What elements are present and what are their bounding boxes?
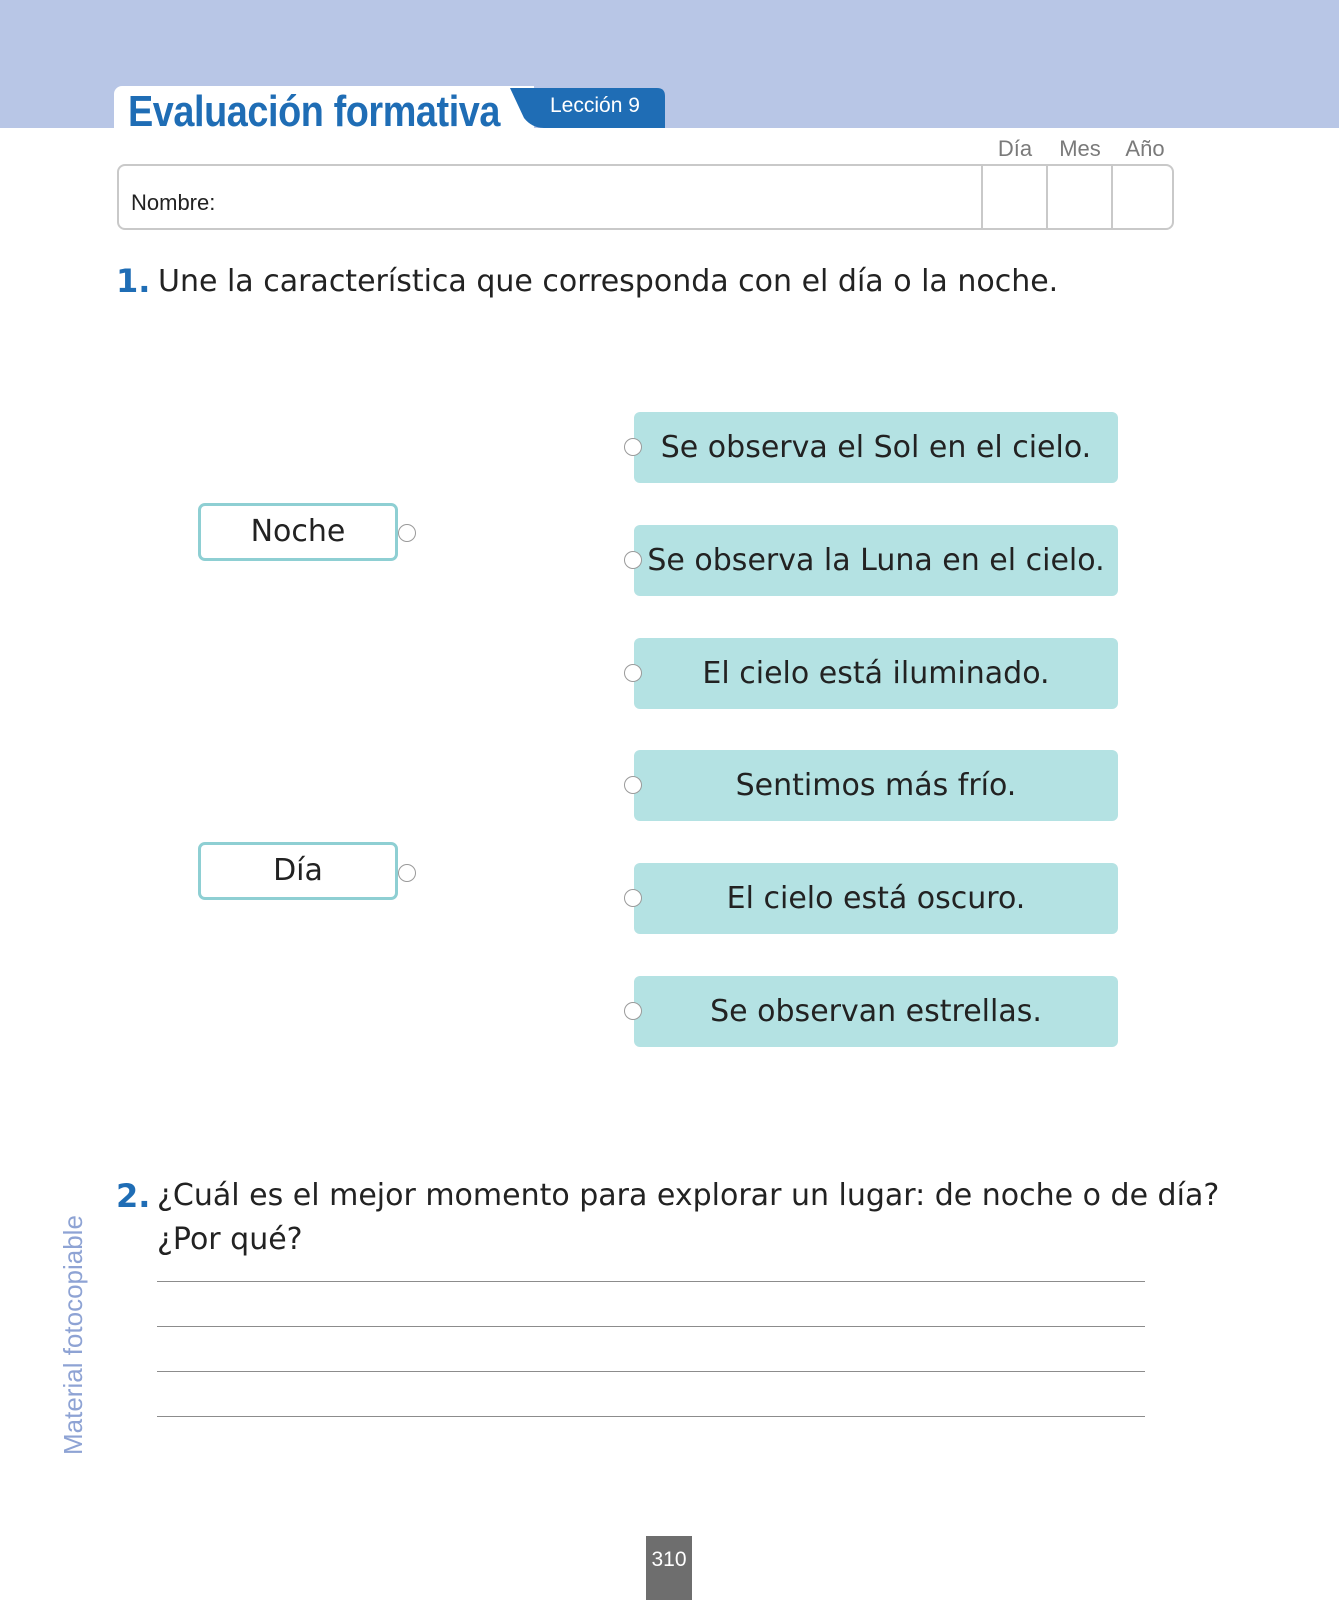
answer-line-4[interactable] (157, 1416, 1145, 1417)
connector-dot-oscuro[interactable] (624, 889, 642, 907)
answer-line-2[interactable] (157, 1326, 1145, 1327)
question-1-number: 1. (116, 262, 151, 300)
day-label: Día (997, 136, 1033, 161)
question-2-number: 2. (116, 1177, 151, 1215)
name-field-box (117, 164, 1174, 230)
connector-dot-frio[interactable] (624, 776, 642, 794)
page-title: Evaluación formativa (128, 87, 501, 136)
question-2-line-2: ¿Por qué? (157, 1222, 303, 1257)
question-2-line-1: ¿Cuál es el mejor momento para explorar un lugar: de noche o de día? (157, 1178, 1220, 1213)
option-noche[interactable]: Noche (198, 503, 398, 561)
side-label: Material fotocopiable (58, 1215, 88, 1455)
lesson-badge (510, 88, 665, 128)
option-estrellas[interactable]: Se observan estrellas. (634, 976, 1118, 1047)
page-number: 310 (651, 1548, 687, 1571)
option-oscuro[interactable]: El cielo está oscuro. (634, 863, 1118, 934)
connector-dot-dia[interactable] (398, 864, 416, 882)
option-iluminado[interactable]: El cielo está iluminado. (634, 638, 1118, 709)
answer-line-1[interactable] (157, 1281, 1145, 1282)
option-sol[interactable]: Se observa el Sol en el cielo. (634, 412, 1118, 483)
year-field[interactable] (1111, 166, 1176, 228)
question-1-text: Une la característica que corresponda con el día o la noche. (158, 264, 1059, 299)
connector-dot-noche[interactable] (398, 524, 416, 542)
answer-line-3[interactable] (157, 1371, 1145, 1372)
option-luna[interactable]: Se observa la Luna en el cielo. (634, 525, 1118, 596)
option-dia[interactable]: Día (198, 842, 398, 900)
month-field[interactable] (1046, 166, 1111, 228)
name-label: Nombre: (131, 190, 216, 215)
day-field[interactable] (981, 166, 1046, 228)
option-frio[interactable]: Sentimos más frío. (634, 750, 1118, 821)
connector-dot-sol[interactable] (624, 438, 642, 456)
page-number-box (646, 1536, 692, 1600)
lesson-label: Lección 9 (550, 94, 640, 117)
year-label: Año (1125, 136, 1165, 161)
connector-dot-luna[interactable] (624, 551, 642, 569)
connector-dot-estrellas[interactable] (624, 1002, 642, 1020)
month-label: Mes (1059, 136, 1101, 161)
connector-dot-iluminado[interactable] (624, 664, 642, 682)
